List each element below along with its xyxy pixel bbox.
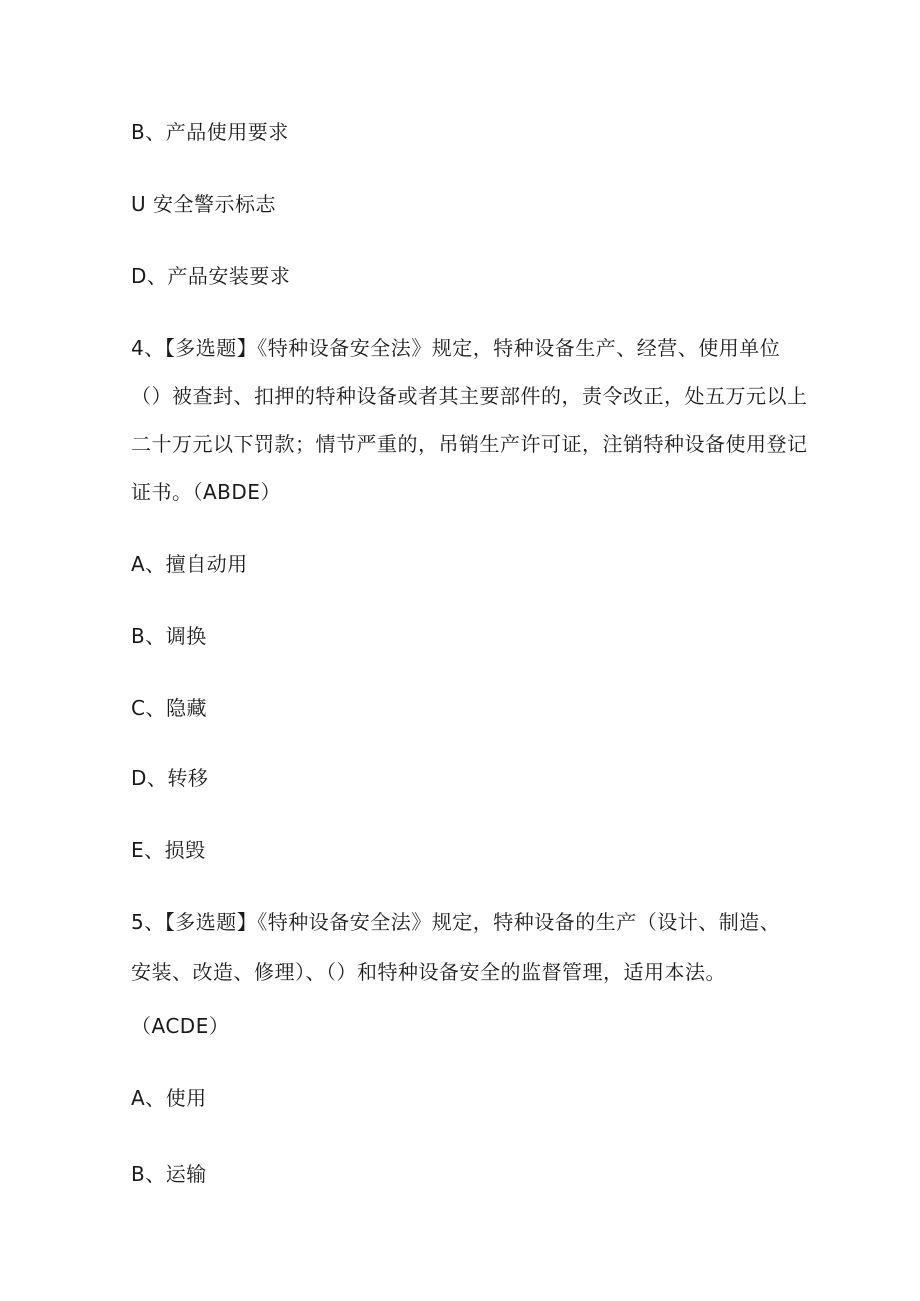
question-4-line-2: （）被查封、扣押的特种设备或者其主要部件的，责令改正，处五万元以上: [131, 384, 808, 408]
option-4c: C、隐藏: [131, 696, 207, 720]
option-3b: B、产品使用要求: [131, 120, 289, 144]
question-4-line-4: 证书。（ABDE）: [131, 480, 281, 504]
question-5-line-1: 5、【多选题】《特种设备安全法》规定，特种设备的生产（设计、制造、: [131, 910, 781, 934]
option-4d: D、转移: [131, 766, 209, 790]
option-4b: B、调换: [131, 624, 207, 648]
option-5b: B、运输: [131, 1162, 207, 1186]
question-5-answer: （ACDE）: [131, 1014, 230, 1038]
option-3d: D、产品安装要求: [131, 264, 291, 288]
option-4e: E、损毁: [131, 838, 206, 862]
question-4-line-3: 二十万元以下罚款；情节严重的，吊销生产许可证，注销特种设备使用登记: [131, 432, 808, 456]
question-4-line-1: 4、【多选题】《特种设备安全法》规定，特种设备生产、经营、使用单位: [131, 336, 781, 360]
option-4a: A、擅自动用: [131, 552, 248, 576]
question-5-line-2: 安装、改造、修理）、（）和特种设备安全的监督管理，适用本法。: [131, 960, 726, 984]
option-5a: A、使用: [131, 1086, 207, 1110]
option-3c: U 安全警示标志: [131, 192, 276, 216]
